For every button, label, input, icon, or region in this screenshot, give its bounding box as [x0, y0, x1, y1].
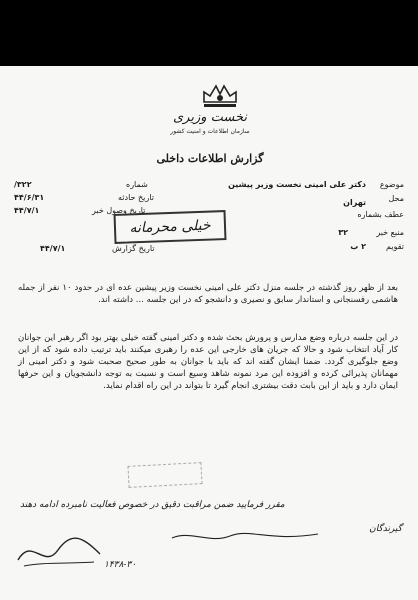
signature-flourish — [14, 532, 104, 572]
attachment-label: عطف بشماره — [357, 210, 404, 219]
org-title: نخست وزیری — [172, 110, 248, 125]
classification-stamp: خیلی محرمانه — [114, 210, 227, 244]
recipients-label: گیرندگان — [369, 524, 402, 534]
reference-number: ۱۴۳۸-۳۰ — [104, 560, 137, 570]
place-label: محل — [388, 194, 404, 203]
event-date-label: تاریخ حادثه — [118, 193, 154, 202]
source-label: منبع خبر — [376, 228, 404, 237]
body-paragraph-1: بعد از ظهر روز گذشته در جلسه منزل دکتر علی امینی نخست وزیر پیشین عده ای در حدود ۱۰ نفر از جمله هاشمی رفسنجانی و استاندار سابق و نصیری و دانشجو که در این جلسه ... داشته اند. — [18, 283, 398, 305]
number-value: ۳۲۲/ — [14, 180, 32, 189]
place-value: تهران — [343, 198, 366, 207]
handwritten-note: مقرر فرمایید ضمن مراقبت دقیق در خصوص فعالیت نامبرده ادامه دهند — [20, 500, 285, 510]
lion-and-sun-crown-emblem — [196, 80, 244, 112]
faded-stamp — [127, 462, 202, 488]
subject-label: موضوع — [379, 180, 404, 189]
signature-scribble — [170, 528, 320, 546]
event-date-value: ۴۴/۶/۳۱ — [14, 193, 45, 202]
subject-value: دکتر علی امینی نخست وزیر پیشین — [228, 180, 366, 189]
org-subtitle: سازمان اطلاعات و امنیت کشور — [170, 128, 250, 135]
report-date-value: ۴۴/۷/۱ — [40, 244, 66, 253]
body-paragraph-2: در این جلسه درباره وضع مدارس و پرورش بحث شده و دکتر امینی گفته خیلی بهتر بود اگر رهبر این جوانان کار آیاد انتخاب شود و حالا که جریان های خارجی این عده را رهبری میکنند باید ترتیب داده شود که از این وضع جلوگیری گردد. ضمنا ایشان گفته اند که باید با جوانان به طور صحیح صحبت شود و دکتر امینی از مهمانان پذیرائی کرده و افزوده این مرد نمونه شاهد وسیع است و نسبت به توجه دانشجویان و این حرفها ایمان دارد و باید از این بابت دقت بیشتری انجام گیرد تا بتواند در این راه اقدام نماید. — [18, 333, 398, 391]
evaluation-label: تقویم — [386, 242, 404, 251]
number-label: شماره — [126, 180, 148, 189]
received-date-value: ۴۴/۷/۱ — [14, 206, 40, 215]
report-title: گزارش اطلاعات داخلی — [156, 152, 264, 165]
report-date-label: تاریخ گزارش — [112, 244, 155, 253]
source-value: ۳۲ — [338, 228, 348, 237]
received-date-label: تاریخ وصول خبر — [92, 206, 146, 215]
document-page — [0, 66, 418, 600]
black-header-band — [0, 0, 418, 66]
evaluation-value: ۲ ب — [350, 242, 366, 251]
